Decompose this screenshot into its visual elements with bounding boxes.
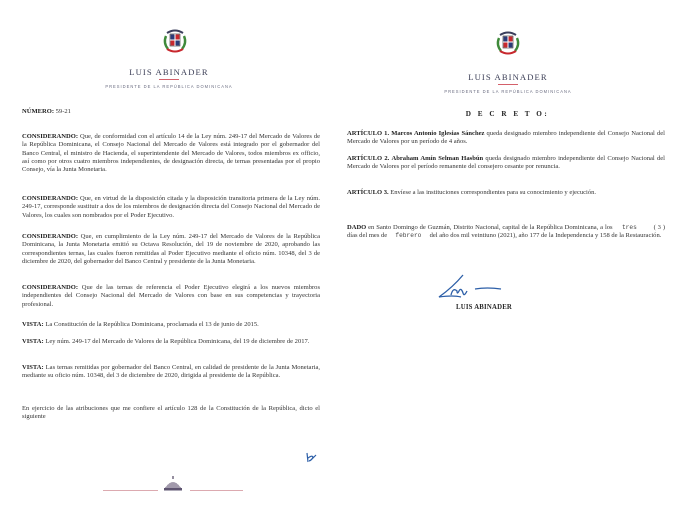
decree-title: D E C R E T O: bbox=[465, 110, 550, 118]
signatory-name: LUIS ABINADER bbox=[456, 304, 513, 311]
paragraph-text: Que, en cumplimiento de la Ley núm. 249-17 del Mercado de Valores de la República Dominicana, la Junta Monetaria emitió su Octava Resolución, del 19 de noviembre de 2020, aprobando las correspondientes ternas, las cuales fueron remitidas al Poder Ejecutivo mediante el oficio núm. 10348, del 3 de diciembre de 2020, del gobernador del Banco Central y presidente de la Junta Monetaria. bbox=[22, 233, 320, 265]
coat-of-arms-icon bbox=[160, 27, 190, 57]
considerando-2 bbox=[22, 195, 320, 220]
footer-divider-left bbox=[103, 490, 158, 491]
letterhead-subtitle: PRESIDENTE DE LA REPÚBLICA DOMINICANA bbox=[105, 84, 233, 89]
article-label: ARTÍCULO 1. bbox=[347, 130, 390, 137]
paragraph-label: VISTA: bbox=[22, 338, 44, 345]
vista-3 bbox=[22, 364, 320, 381]
dado-label: DADO bbox=[347, 224, 367, 231]
article-text: queda designado miembro independiente del Consejo Nacional del Mercado de Valores por el período remanente del consejero cesante por renuncia. bbox=[347, 155, 665, 171]
capitol-dome-icon bbox=[162, 476, 184, 492]
day-number: ( 3 ) bbox=[653, 224, 665, 231]
dado-text-3: del año dos mil veintiuno (2021), año 177 de la Independencia y 158 de la Restauración. bbox=[429, 232, 662, 240]
signature-icon bbox=[433, 273, 503, 301]
appointee-name: Abraham Amín Selman Hasbún bbox=[391, 155, 484, 162]
paragraph-text: Que de las ternas de referencia el Poder Ejecutivo elegirá a los nuevos miembros independientes del Consejo Nacional del Mercado de Valores con base en sus competencias y trayectoria profesional. bbox=[22, 284, 320, 308]
article-3 bbox=[347, 189, 665, 197]
decree-page-right bbox=[338, 0, 677, 511]
decree-page-left bbox=[0, 0, 338, 511]
paragraph-text: Las ternas remitidas por gobernador del Banco Central, en calidad de presidente de la Junta Monetaria, mediante su oficio núm. 10348, del 3 de diciembre de 2020, dirigida al presidente de la República. bbox=[22, 364, 320, 380]
paragraph-label: CONSIDERANDO: bbox=[22, 195, 79, 202]
decree-number-label: NÚMERO: bbox=[22, 108, 55, 115]
decree-number-value: 59-21 bbox=[55, 108, 71, 115]
decree-number bbox=[22, 108, 71, 115]
article-text: queda designado miembro independiente del Consejo Nacional del Mercado de Valores por un período de 4 años. bbox=[347, 130, 665, 146]
dado-statement bbox=[347, 224, 665, 241]
considerando-3 bbox=[22, 233, 320, 266]
paragraph-label: CONSIDERANDO: bbox=[22, 133, 79, 140]
article-2 bbox=[347, 155, 665, 172]
initials-mark-icon bbox=[304, 451, 318, 465]
considerando-1 bbox=[22, 133, 320, 174]
paragraph-text: Que, en virtud de la disposición citada y la disposición transitoria primera de la Ley núm. 249-17, corresponde sustituir a dos de los miembros de designación directa del Consejo Nacional del Mercado de Valores, los cuales son nombrados por el Poder Ejecutivo. bbox=[22, 195, 320, 219]
letterhead-subtitle: PRESIDENTE DE LA REPÚBLICA DOMINICANA bbox=[444, 89, 572, 94]
paragraph-text: Ley núm. 249-17 del Mercado de Valores de la República Dominicana, del 19 de diciembre de 2017. bbox=[45, 338, 310, 345]
coat-of-arms-icon bbox=[493, 29, 523, 59]
paragraph-label: CONSIDERANDO: bbox=[22, 233, 79, 240]
letterhead-name: LUIS ABINADER bbox=[468, 72, 548, 82]
dado-text-2: días del mes de bbox=[347, 232, 388, 240]
month-word: febrero bbox=[395, 232, 422, 240]
appointee-name: Marcos Antonio Iglesias Sánchez bbox=[391, 130, 485, 137]
considerando-4 bbox=[22, 284, 320, 309]
day-word: tres bbox=[621, 224, 637, 231]
paragraph-label: VISTA: bbox=[22, 364, 44, 371]
vista-1 bbox=[22, 321, 320, 329]
letterhead-name: LUIS ABINADER bbox=[129, 67, 209, 77]
article-label: ARTÍCULO 3. bbox=[347, 189, 389, 196]
paragraph-label: VISTA: bbox=[22, 321, 44, 328]
article-text: Envíese a las instituciones correspondientes para su conocimiento y ejecución. bbox=[390, 189, 597, 196]
vista-2 bbox=[22, 338, 320, 346]
article-1 bbox=[347, 130, 665, 147]
letterhead-divider bbox=[159, 79, 179, 80]
paragraph-text: Que, de conformidad con el artículo 14 de la Ley núm. 249-17 del Mercado de Valores de la República Dominicana, el Consejo Nacional del Mercado de Valores está integrado por el gobernador del Banco Central, el ministro de Hacienda, el superintendente del Mercado de Valores, todos miembros ex officio, así como por otros cuatro miembros independientes, de designación directa, de ternas presentadas por el propio Consejo, vía la Junta Monetaria. bbox=[22, 133, 321, 173]
closing-statement: En ejercicio de las atribuciones que me confiere el artículo 128 de la Constitución de la República, dicto el siguiente bbox=[22, 405, 320, 421]
dado-text-1: en Santo Domingo de Guzmán, Distrito Nacional, capital de la República Dominicana, a los bbox=[368, 224, 613, 231]
paragraph-text: La Constitución de la República Dominicana, proclamada el 13 de junio de 2015. bbox=[45, 321, 259, 328]
article-label: ARTÍCULO 2. bbox=[347, 155, 390, 162]
footer-divider-right bbox=[190, 490, 243, 491]
letterhead-divider bbox=[498, 84, 518, 85]
paragraph-label: CONSIDERANDO: bbox=[22, 284, 79, 291]
